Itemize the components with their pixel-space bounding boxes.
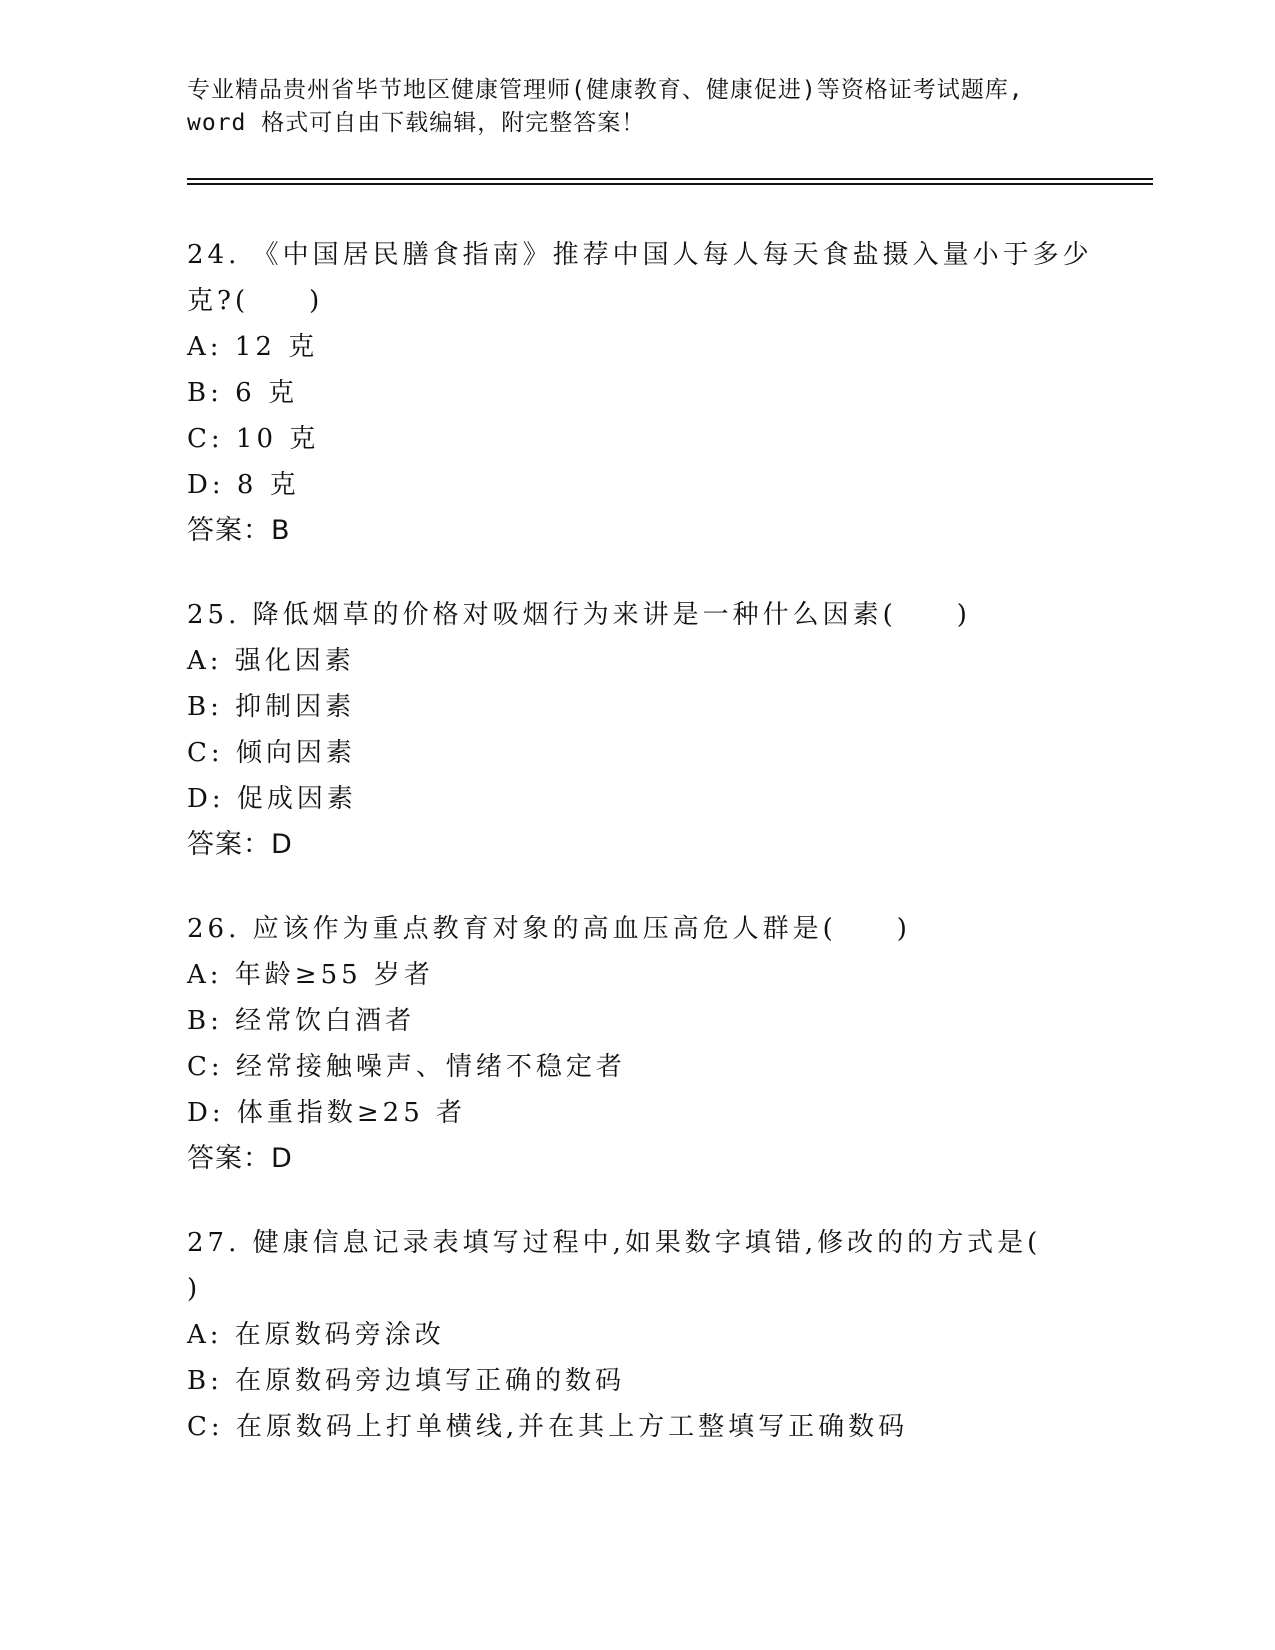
option-c: C: 倾向因素	[187, 738, 356, 768]
option-a: A: 年龄≥55 岁者	[187, 960, 434, 990]
option-c: C: 10 克	[187, 424, 320, 454]
document-header	[187, 74, 1067, 140]
option-a: A: 12 克	[187, 332, 319, 362]
header-title-line-2: word 格式可自由下载编辑，附完整答案！	[187, 110, 646, 136]
question-27	[187, 1220, 1087, 1450]
option-d: D: 体重指数≥25 者	[187, 1098, 467, 1128]
answer-line: 答案：B	[187, 515, 291, 546]
question-stem-continued: )	[187, 1274, 202, 1304]
answer-line: 答案：D	[187, 1143, 293, 1174]
option-b: B: 在原数码旁边填写正确的数码	[187, 1366, 626, 1396]
question-26	[187, 906, 1087, 1182]
option-b: B: 经常饮白酒者	[187, 1006, 416, 1036]
question-24	[187, 232, 1093, 554]
option-c: C: 在原数码上打单横线,并在其上方工整填写正确数码	[187, 1412, 909, 1442]
header-title-line-1: 专业精品贵州省毕节地区健康管理师(健康教育、健康促进)等资格证考试题库,	[187, 77, 1024, 103]
question-25	[187, 592, 1087, 868]
question-stem: 24. 《中国居民膳食指南》推荐中国人每人每天食盐摄入量小于多少	[187, 240, 1093, 270]
header-divider-top	[187, 178, 1153, 180]
header-divider-bottom	[187, 183, 1153, 185]
option-d: D: 8 克	[187, 470, 300, 500]
question-list	[187, 232, 1093, 1488]
option-d: D: 促成因素	[187, 784, 357, 814]
option-a: A: 强化因素	[187, 646, 355, 676]
option-b: B: 抑制因素	[187, 692, 356, 722]
question-stem: 27. 健康信息记录表填写过程中,如果数字填错,修改的的方式是(	[187, 1228, 1042, 1258]
option-c: C: 经常接触噪声、情绪不稳定者	[187, 1052, 626, 1082]
option-b: B: 6 克	[187, 378, 298, 408]
option-a: A: 在原数码旁涂改	[187, 1320, 445, 1350]
question-stem: 26. 应该作为重点教育对象的高血压高危人群是( )	[187, 914, 911, 944]
question-stem: 25. 降低烟草的价格对吸烟行为来讲是一种什么因素( )	[187, 600, 971, 630]
answer-line: 答案：D	[187, 829, 293, 860]
question-stem-continued: 克?( )	[187, 286, 324, 316]
